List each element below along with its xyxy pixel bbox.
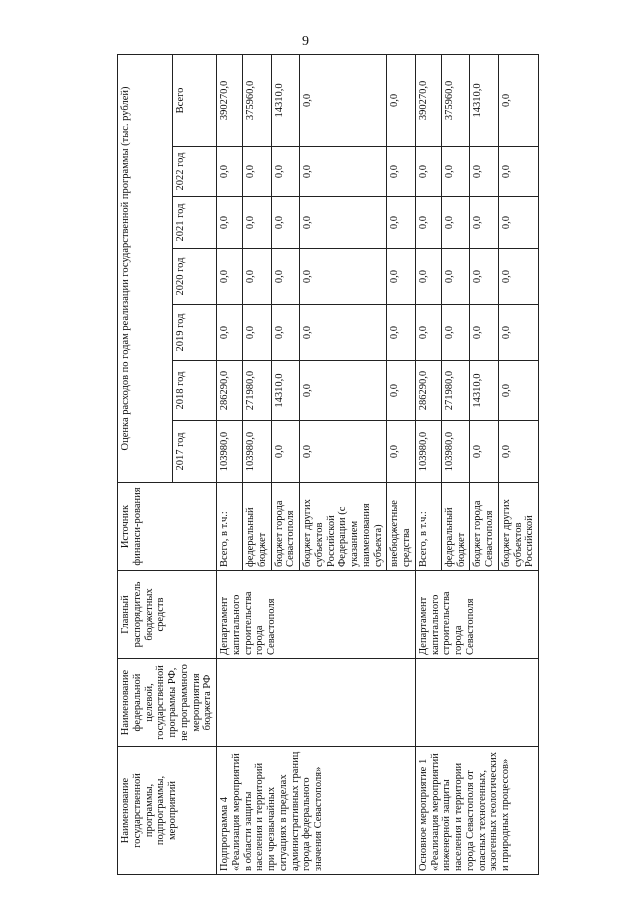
value-cell: 0,0 (243, 147, 272, 197)
header-year-2017: 2017 год (173, 421, 217, 483)
value-cell: 0,0 (271, 305, 300, 361)
value-cell: 0,0 (415, 249, 441, 305)
value-cell: 0,0 (387, 305, 416, 361)
value-cell: 0,0 (498, 197, 538, 249)
value-cell: 0,0 (387, 249, 416, 305)
value-cell: 0,0 (415, 305, 441, 361)
value-cell: 0,0 (387, 421, 416, 483)
value-cell: 103980,0 (243, 421, 272, 483)
value-cell: 271980,0 (243, 361, 272, 421)
funding-source-cell: Всего, в т.ч.: (415, 483, 441, 571)
funding-source-cell: внебюджетные средства (387, 483, 416, 571)
header-year-2020: 2020 год (173, 249, 217, 305)
value-cell: 103980,0 (415, 421, 441, 483)
value-cell: 0,0 (441, 147, 470, 197)
value-cell: 0,0 (387, 197, 416, 249)
value-cell: 0,0 (470, 249, 499, 305)
value-cell: 390270,0 (415, 54, 441, 146)
header-year-2021: 2021 год (173, 197, 217, 249)
funding-source-cell: Всего, в т.ч.: (217, 483, 243, 571)
federal-program-cell (217, 659, 416, 747)
value-cell: 0,0 (441, 305, 470, 361)
value-cell: 0,0 (300, 249, 387, 305)
budget-manager-cell: Департамент капитального строительства города Севастополя (415, 571, 538, 659)
funding-source-cell: федеральный бюджет (441, 483, 470, 571)
value-cell: 0,0 (441, 197, 470, 249)
header-funding-source: Источник финанси-рования (118, 483, 217, 571)
value-cell: 0,0 (217, 197, 243, 249)
budget-table (117, 54, 539, 875)
funding-source-cell: бюджет города Севастополя (271, 483, 300, 571)
value-cell: 103980,0 (441, 421, 470, 483)
value-cell: 0,0 (498, 305, 538, 361)
program-name-cell: Основное мероприятие 1 «Реализация мероприятий инженерной защиты населения и территории города Севастополя от опасных техногенных, экзогенных геологических и природных процессов» (415, 747, 538, 875)
value-cell: 286290,0 (415, 361, 441, 421)
value-cell: 0,0 (498, 361, 538, 421)
value-cell: 14310,0 (271, 54, 300, 146)
value-cell: 0,0 (387, 361, 416, 421)
value-cell: 0,0 (217, 305, 243, 361)
value-cell: 0,0 (300, 421, 387, 483)
value-cell: 0,0 (300, 305, 387, 361)
value-cell: 0,0 (243, 197, 272, 249)
value-cell: 0,0 (470, 305, 499, 361)
value-cell: 0,0 (498, 54, 538, 146)
funding-source-cell: бюджет других субъектов Российской (498, 483, 538, 571)
value-cell: 0,0 (387, 147, 416, 197)
value-cell: 0,0 (300, 54, 387, 146)
funding-source-cell: бюджет других субъектов Российской Федерации (с указанием наименования субъекта) (300, 483, 387, 571)
value-cell: 0,0 (470, 197, 499, 249)
rotated-table-container (117, 55, 536, 875)
value-cell: 0,0 (271, 249, 300, 305)
value-cell: 0,0 (498, 249, 538, 305)
value-cell: 0,0 (441, 249, 470, 305)
header-federal-program: Наименование федеральной целевой, государственной программы РФ, не программного мероприятия бюджета РФ (118, 659, 217, 747)
value-cell: 14310,0 (271, 361, 300, 421)
page-number: 9 (302, 34, 309, 49)
value-cell: 0,0 (243, 249, 272, 305)
value-cell: 14310,0 (470, 54, 499, 146)
funding-source-cell: федеральный бюджет (243, 483, 272, 571)
value-cell: 0,0 (498, 421, 538, 483)
header-budget-manager: Главный распорядитель бюджетных средств (118, 571, 217, 659)
value-cell: 271980,0 (441, 361, 470, 421)
value-cell: 0,0 (387, 54, 416, 146)
value-cell: 0,0 (271, 421, 300, 483)
value-cell: 14310,0 (470, 361, 499, 421)
header-year-2022: 2022 год (173, 147, 217, 197)
header-program: Наименование государственной программы, подпрограммы, мероприятий (118, 747, 217, 875)
value-cell: 375960,0 (243, 54, 272, 146)
value-cell: 0,0 (271, 197, 300, 249)
budget-manager-cell: Департамент капитального строительства города Севастополя (217, 571, 416, 659)
value-cell: 375960,0 (441, 54, 470, 146)
table-row (415, 54, 441, 874)
value-cell: 0,0 (470, 421, 499, 483)
program-name-cell: Подпрограмма 4 «Реализация мероприятий в области защиты населения и территорий при чрезвычайных ситуациях в пределах административных границ города федерального значения Севастополя» (217, 747, 416, 875)
funding-source-cell: бюджет города Севастополя (470, 483, 499, 571)
value-cell: 0,0 (300, 147, 387, 197)
header-year-2018: 2018 год (173, 361, 217, 421)
value-cell: 390270,0 (217, 54, 243, 146)
value-cell: 0,0 (470, 147, 499, 197)
header-total: Всего (173, 54, 217, 146)
value-cell: 0,0 (217, 147, 243, 197)
table-row (217, 54, 243, 874)
value-cell: 0,0 (300, 197, 387, 249)
value-cell: 0,0 (243, 305, 272, 361)
value-cell: 0,0 (300, 361, 387, 421)
header-year-2019: 2019 год (173, 305, 217, 361)
value-cell: 0,0 (415, 147, 441, 197)
value-cell: 103980,0 (217, 421, 243, 483)
header-expense-estimate: Оценка расходов по годам реализации государственной программы (тыс. рублей) (118, 54, 173, 482)
federal-program-cell (415, 659, 538, 747)
value-cell: 0,0 (217, 249, 243, 305)
value-cell: 0,0 (271, 147, 300, 197)
value-cell: 0,0 (498, 147, 538, 197)
value-cell: 286290,0 (217, 361, 243, 421)
value-cell: 0,0 (415, 197, 441, 249)
